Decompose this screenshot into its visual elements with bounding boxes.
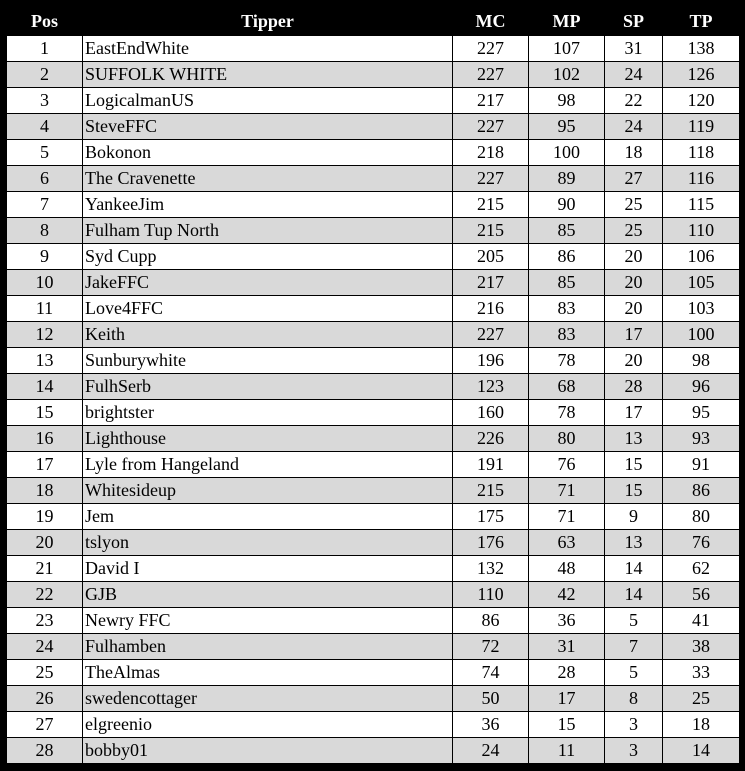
cell-sp: 5 [605, 608, 663, 634]
table-row [7, 400, 740, 426]
cell-pos: 20 [7, 530, 83, 556]
cell-sp: 8 [605, 686, 663, 712]
cell-tp: 116 [663, 166, 740, 192]
leaderboard-body [7, 36, 740, 764]
cell-tipper: SteveFFC [83, 114, 453, 140]
cell-tp: 41 [663, 608, 740, 634]
cell-tipper: elgreenio [83, 712, 453, 738]
cell-mc: 86 [453, 608, 529, 634]
table-row [7, 348, 740, 374]
table-row [7, 296, 740, 322]
cell-tp: 96 [663, 374, 740, 400]
cell-mc: 72 [453, 634, 529, 660]
cell-pos: 5 [7, 140, 83, 166]
cell-tipper: YankeeJim [83, 192, 453, 218]
cell-mc: 123 [453, 374, 529, 400]
cell-tp: 18 [663, 712, 740, 738]
cell-mc: 217 [453, 88, 529, 114]
cell-mp: 85 [529, 270, 605, 296]
cell-sp: 3 [605, 738, 663, 764]
cell-pos: 14 [7, 374, 83, 400]
cell-tipper: Sunburywhite [83, 348, 453, 374]
leaderboard-table [6, 7, 740, 764]
cell-tp: 138 [663, 36, 740, 62]
cell-sp: 28 [605, 374, 663, 400]
cell-pos: 7 [7, 192, 83, 218]
cell-tp: 76 [663, 530, 740, 556]
cell-tipper: LogicalmanUS [83, 88, 453, 114]
cell-tp: 93 [663, 426, 740, 452]
cell-mp: 48 [529, 556, 605, 582]
cell-tipper: Fulhamben [83, 634, 453, 660]
cell-tipper: SUFFOLK WHITE [83, 62, 453, 88]
cell-pos: 17 [7, 452, 83, 478]
cell-tipper: swedencottager [83, 686, 453, 712]
cell-mp: 102 [529, 62, 605, 88]
cell-tipper: Love4FFC [83, 296, 453, 322]
cell-sp: 22 [605, 88, 663, 114]
cell-mc: 36 [453, 712, 529, 738]
cell-tp: 118 [663, 140, 740, 166]
cell-pos: 22 [7, 582, 83, 608]
cell-pos: 26 [7, 686, 83, 712]
cell-tp: 105 [663, 270, 740, 296]
cell-mp: 63 [529, 530, 605, 556]
cell-pos: 21 [7, 556, 83, 582]
cell-mc: 110 [453, 582, 529, 608]
cell-pos: 18 [7, 478, 83, 504]
cell-mp: 89 [529, 166, 605, 192]
cell-mp: 85 [529, 218, 605, 244]
cell-pos: 8 [7, 218, 83, 244]
cell-pos: 19 [7, 504, 83, 530]
cell-mp: 42 [529, 582, 605, 608]
cell-tp: 100 [663, 322, 740, 348]
header-tipper: Tipper [83, 7, 453, 36]
cell-sp: 20 [605, 296, 663, 322]
leaderboard-container [6, 7, 739, 764]
cell-mc: 226 [453, 426, 529, 452]
cell-mp: 11 [529, 738, 605, 764]
cell-tipper: FulhSerb [83, 374, 453, 400]
cell-pos: 3 [7, 88, 83, 114]
cell-tp: 120 [663, 88, 740, 114]
cell-tp: 119 [663, 114, 740, 140]
cell-pos: 24 [7, 634, 83, 660]
cell-pos: 1 [7, 36, 83, 62]
cell-tipper: tslyon [83, 530, 453, 556]
header-pos: Pos [7, 7, 83, 36]
cell-sp: 20 [605, 270, 663, 296]
table-row [7, 270, 740, 296]
cell-tp: 62 [663, 556, 740, 582]
cell-mc: 50 [453, 686, 529, 712]
cell-mc: 24 [453, 738, 529, 764]
cell-mp: 76 [529, 452, 605, 478]
cell-mc: 205 [453, 244, 529, 270]
cell-tipper: Syd Cupp [83, 244, 453, 270]
cell-sp: 9 [605, 504, 663, 530]
cell-tp: 56 [663, 582, 740, 608]
cell-tipper: bobby01 [83, 738, 453, 764]
cell-mc: 176 [453, 530, 529, 556]
cell-pos: 23 [7, 608, 83, 634]
cell-mp: 95 [529, 114, 605, 140]
cell-pos: 2 [7, 62, 83, 88]
cell-tipper: JakeFFC [83, 270, 453, 296]
table-row [7, 426, 740, 452]
cell-pos: 28 [7, 738, 83, 764]
table-row [7, 582, 740, 608]
cell-sp: 14 [605, 582, 663, 608]
cell-mp: 90 [529, 192, 605, 218]
table-row [7, 452, 740, 478]
cell-mc: 215 [453, 218, 529, 244]
cell-sp: 25 [605, 192, 663, 218]
cell-tipper: Bokonon [83, 140, 453, 166]
cell-tipper: Keith [83, 322, 453, 348]
table-row [7, 218, 740, 244]
cell-sp: 20 [605, 244, 663, 270]
header-mp: MP [529, 7, 605, 36]
cell-sp: 13 [605, 426, 663, 452]
table-row [7, 62, 740, 88]
cell-tp: 126 [663, 62, 740, 88]
cell-tipper: GJB [83, 582, 453, 608]
cell-tp: 25 [663, 686, 740, 712]
cell-pos: 16 [7, 426, 83, 452]
cell-tipper: The Cravenette [83, 166, 453, 192]
cell-mc: 215 [453, 478, 529, 504]
table-row [7, 322, 740, 348]
cell-tipper: David I [83, 556, 453, 582]
cell-sp: 3 [605, 712, 663, 738]
cell-tp: 91 [663, 452, 740, 478]
table-row [7, 712, 740, 738]
cell-mc: 215 [453, 192, 529, 218]
cell-tp: 95 [663, 400, 740, 426]
table-row [7, 530, 740, 556]
cell-tp: 110 [663, 218, 740, 244]
cell-mp: 15 [529, 712, 605, 738]
cell-mp: 78 [529, 348, 605, 374]
cell-sp: 14 [605, 556, 663, 582]
cell-tipper: Lighthouse [83, 426, 453, 452]
cell-sp: 17 [605, 400, 663, 426]
cell-tipper: Newry FFC [83, 608, 453, 634]
cell-sp: 15 [605, 478, 663, 504]
cell-mp: 78 [529, 400, 605, 426]
cell-tp: 98 [663, 348, 740, 374]
table-row [7, 244, 740, 270]
cell-tipper: Jem [83, 504, 453, 530]
cell-pos: 25 [7, 660, 83, 686]
cell-sp: 27 [605, 166, 663, 192]
cell-pos: 6 [7, 166, 83, 192]
cell-mp: 107 [529, 36, 605, 62]
cell-mp: 86 [529, 244, 605, 270]
cell-mp: 98 [529, 88, 605, 114]
cell-tipper: TheAlmas [83, 660, 453, 686]
cell-mc: 218 [453, 140, 529, 166]
cell-sp: 18 [605, 140, 663, 166]
table-row [7, 556, 740, 582]
cell-mc: 216 [453, 296, 529, 322]
cell-sp: 24 [605, 114, 663, 140]
cell-mp: 28 [529, 660, 605, 686]
cell-pos: 12 [7, 322, 83, 348]
cell-sp: 15 [605, 452, 663, 478]
table-row [7, 634, 740, 660]
cell-tipper: Fulham Tup North [83, 218, 453, 244]
header-mc: MC [453, 7, 529, 36]
cell-pos: 4 [7, 114, 83, 140]
cell-mc: 196 [453, 348, 529, 374]
cell-mc: 227 [453, 166, 529, 192]
cell-tipper: EastEndWhite [83, 36, 453, 62]
table-row [7, 140, 740, 166]
cell-mc: 74 [453, 660, 529, 686]
cell-tp: 33 [663, 660, 740, 686]
cell-mp: 68 [529, 374, 605, 400]
cell-tp: 80 [663, 504, 740, 530]
cell-mc: 227 [453, 114, 529, 140]
cell-mp: 36 [529, 608, 605, 634]
header-row [7, 7, 740, 36]
cell-mp: 17 [529, 686, 605, 712]
cell-tp: 38 [663, 634, 740, 660]
cell-sp: 24 [605, 62, 663, 88]
table-row [7, 608, 740, 634]
cell-mc: 132 [453, 556, 529, 582]
cell-sp: 5 [605, 660, 663, 686]
table-row [7, 738, 740, 764]
cell-mp: 71 [529, 504, 605, 530]
table-row [7, 192, 740, 218]
cell-sp: 20 [605, 348, 663, 374]
cell-mc: 217 [453, 270, 529, 296]
cell-tipper: Lyle from Hangeland [83, 452, 453, 478]
cell-sp: 17 [605, 322, 663, 348]
header-tp: TP [663, 7, 740, 36]
table-row [7, 660, 740, 686]
cell-tp: 106 [663, 244, 740, 270]
table-row [7, 166, 740, 192]
cell-mc: 227 [453, 36, 529, 62]
cell-tp: 14 [663, 738, 740, 764]
table-row [7, 114, 740, 140]
cell-tipper: Whitesideup [83, 478, 453, 504]
cell-sp: 7 [605, 634, 663, 660]
cell-mp: 80 [529, 426, 605, 452]
cell-pos: 15 [7, 400, 83, 426]
cell-pos: 11 [7, 296, 83, 322]
cell-sp: 25 [605, 218, 663, 244]
table-row [7, 478, 740, 504]
cell-mc: 191 [453, 452, 529, 478]
cell-tp: 103 [663, 296, 740, 322]
cell-mp: 83 [529, 322, 605, 348]
table-row [7, 686, 740, 712]
table-row [7, 36, 740, 62]
cell-mp: 100 [529, 140, 605, 166]
cell-mc: 227 [453, 62, 529, 88]
table-row [7, 88, 740, 114]
cell-pos: 27 [7, 712, 83, 738]
cell-sp: 13 [605, 530, 663, 556]
cell-mp: 31 [529, 634, 605, 660]
cell-sp: 31 [605, 36, 663, 62]
cell-tp: 115 [663, 192, 740, 218]
cell-mp: 71 [529, 478, 605, 504]
table-row [7, 504, 740, 530]
cell-mc: 175 [453, 504, 529, 530]
table-row [7, 374, 740, 400]
cell-tp: 86 [663, 478, 740, 504]
header-sp: SP [605, 7, 663, 36]
cell-pos: 10 [7, 270, 83, 296]
cell-mc: 160 [453, 400, 529, 426]
cell-mc: 227 [453, 322, 529, 348]
cell-mp: 83 [529, 296, 605, 322]
cell-pos: 13 [7, 348, 83, 374]
cell-pos: 9 [7, 244, 83, 270]
cell-tipper: brightster [83, 400, 453, 426]
